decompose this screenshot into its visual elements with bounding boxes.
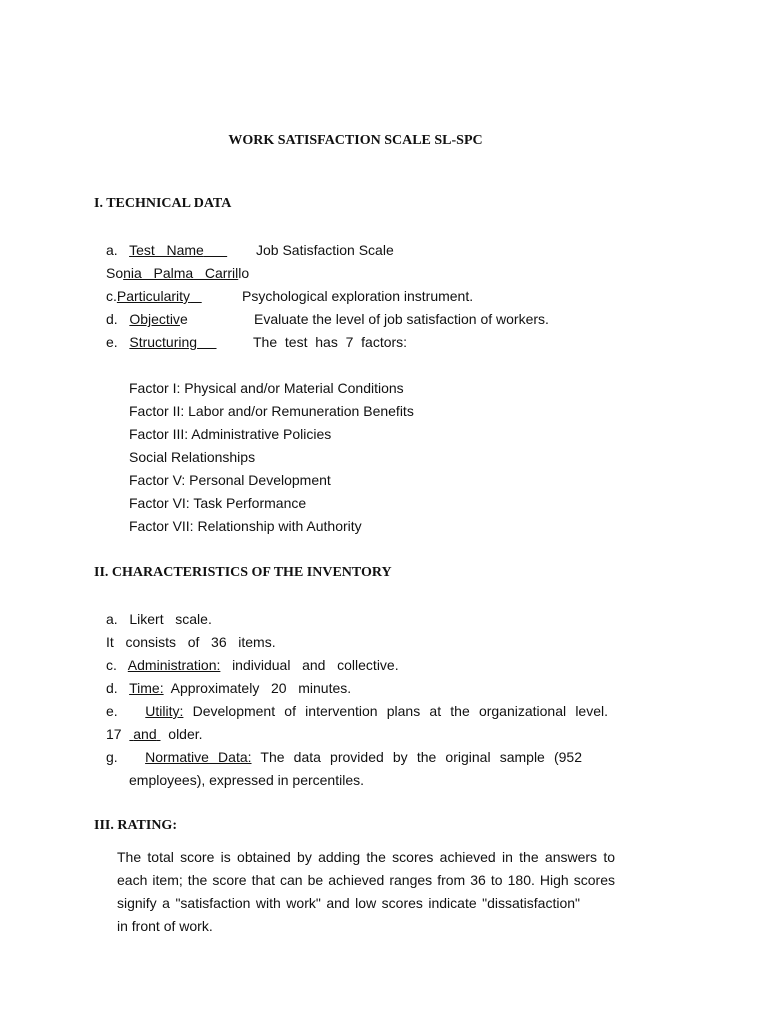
char-item-administration: c. Administration: individual and collective. <box>106 657 399 673</box>
item-particularity-value: Psychological exploration instrument. <box>242 288 474 304</box>
factor-item: Factor VII: Relationship with Authority <box>129 518 362 534</box>
document-title: WORK SATISFACTION SCALE SL-SPC <box>228 133 483 148</box>
item-label: Objectiv <box>129 311 180 327</box>
item-label: Structuring <box>129 334 198 350</box>
rating-line: each item; the score that can be achieved ranges from 36 to 180. High scores <box>117 872 615 888</box>
char-item-scale: a. Likert scale. <box>106 611 212 627</box>
item-objective-value: Evaluate the level of job satisfaction of workers. <box>254 311 549 327</box>
item-marker: c. <box>106 288 117 304</box>
item-label: Utility: <box>145 703 184 719</box>
item-label: Administration: <box>127 657 221 673</box>
rating-line: The total score is obtained by adding the scores achieved in the answers to <box>117 849 615 865</box>
rating-line: in front of work. <box>117 918 213 934</box>
char-item-age: 17 and older. <box>106 726 203 742</box>
item-structuring-value: The test has 7 factors: <box>253 334 408 350</box>
item-particularity <box>106 288 202 305</box>
factor-item: Social Relationships <box>129 449 256 465</box>
char-item-normative-data-cont: employees), expressed in percentiles. <box>129 772 365 788</box>
factor-item: Factor II: Labor and/or Remuneration Benefits <box>129 403 414 419</box>
factor-item: Factor I: Physical and/or Material Conditions <box>129 380 404 396</box>
factor-item: Factor III: Administrative Policies <box>129 426 332 442</box>
section-heading-rating: III. RATING: <box>94 818 177 833</box>
item-author: Sonia Palma Carrillo <box>106 265 250 281</box>
char-item-utility: e. Utility: Development of intervention plans at the organizational level. <box>106 703 608 719</box>
factor-item: Factor VI: Task Performance <box>129 495 307 511</box>
item-label: Particularity <box>116 288 191 304</box>
rating-line: signify a "satisfaction with work" and low scores indicate "dissatisfaction" <box>117 895 580 911</box>
factor-item: Factor V: Personal Development <box>129 472 331 488</box>
item-test-name <box>106 242 227 259</box>
char-item-normative-data: g. Normative Data: The data provided by the original sample (952 <box>106 749 582 765</box>
item-label: Time: <box>129 680 164 696</box>
section-heading-characteristics: II. CHARACTERISTICS OF THE INVENTORY <box>94 565 392 580</box>
item-marker: d. <box>106 311 118 327</box>
item-marker: a. <box>106 242 118 258</box>
item-structuring <box>106 334 217 351</box>
item-marker: e. <box>106 334 118 350</box>
char-item-time: d. Time: Approximately 20 minutes. <box>106 680 352 696</box>
item-label: Test Name <box>129 242 204 258</box>
section-heading-technical-data: I. TECHNICAL DATA <box>94 196 232 211</box>
char-item-items: It consists of 36 items. <box>106 634 276 650</box>
item-label: Normative Data: <box>145 749 252 765</box>
item-test-name-value: Job Satisfaction Scale <box>256 242 394 258</box>
rating-paragraph <box>117 846 615 938</box>
item-objective: d. Objective <box>106 311 188 327</box>
